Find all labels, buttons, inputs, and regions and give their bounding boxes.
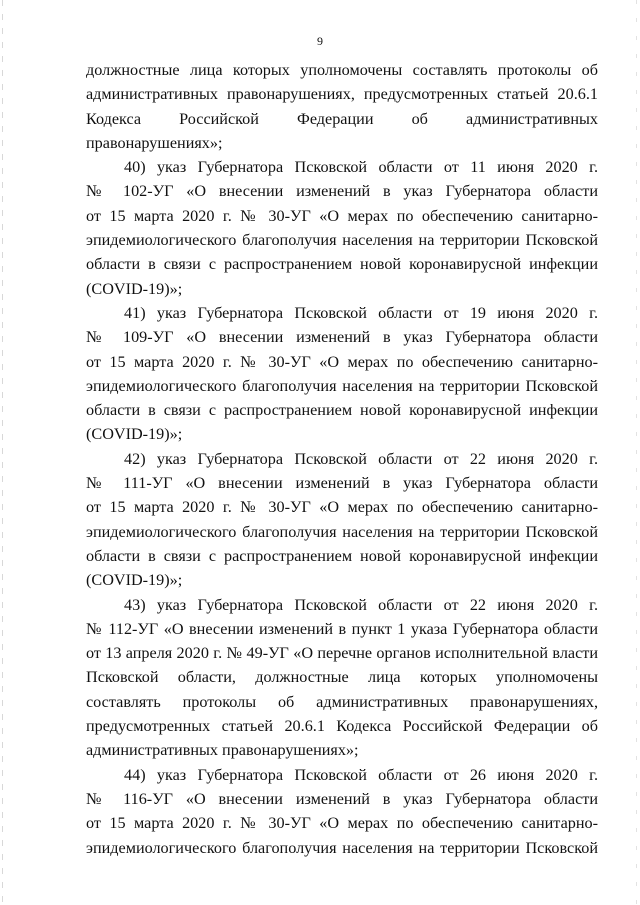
text-line: (COVID-19)»; — [86, 571, 183, 590]
text-line: № 111-УГ «О внесении изменений в указ Губернатора области — [86, 474, 598, 493]
text-line: должностные лица которых уполномочены составлять протоколы об — [86, 61, 598, 79]
text-line: 44) указ Губернатора Псковской области от 26 июня 2020 г. — [124, 765, 598, 784]
text-line: области в связи с распространением новой коронавирусной инфекции — [86, 546, 598, 565]
text-line: от 15 марта 2020 г. № 30-УГ «О мерах по обеспечению санитарно- — [86, 352, 598, 371]
text-line: правонарушениях»; — [86, 133, 223, 152]
text-line: (COVID-19)»; — [86, 279, 183, 298]
text-line: 42) указ Губернатора Псковской области от 22 июня 2020 г. — [124, 449, 598, 468]
text-line: (COVID-19)»; — [86, 425, 183, 444]
text-line: от 15 марта 2020 г. № 30-УГ «О мерах по обеспечению санитарно- — [86, 206, 598, 225]
page-number: 9 — [317, 34, 323, 48]
text-line: Кодекса Российской Федерации об административных — [86, 109, 598, 128]
text-line: № 112-УГ «О внесении изменений в пункт 1 указа Губернатора области — [86, 619, 598, 638]
text-line: от 13 апреля 2020 г. № 49-УГ «О перечне органов исполнительной власти — [86, 644, 598, 663]
text-line: 40) указ Губернатора Псковской области от 11 июня 2020 г. — [124, 158, 598, 177]
text-line: эпидемиологического благополучия населения на территории Псковской — [86, 838, 598, 857]
text-line: № 102-УГ «О внесении изменений в указ Губернатора области — [86, 182, 598, 201]
text-line: эпидемиологического благополучия населения на территории Псковской — [86, 376, 598, 395]
text-line: Псковской области, должностные лица которых уполномочены — [86, 668, 598, 687]
text-line: 43) указ Губернатора Псковской области от 22 июня 2020 г. — [124, 595, 598, 614]
text-line: области в связи с распространением новой коронавирусной инфекции — [86, 255, 598, 274]
text-line: административных правонарушениях»; — [86, 741, 359, 760]
text-line: № 109-УГ «О внесении изменений в указ Губернатора области — [86, 328, 598, 347]
text-line: 41) указ Губернатора Псковской области от 19 июня 2020 г. — [124, 303, 598, 322]
text-line: области в связи с распространением новой коронавирусной инфекции — [86, 401, 598, 420]
text-line: предусмотренных статьей 20.6.1 Кодекса Российской Федерации об — [86, 717, 598, 736]
text-line: от 15 марта 2020 г. № 30-УГ «О мерах по обеспечению санитарно- — [86, 498, 598, 517]
text-line: № 116-УГ «О внесении изменений в указ Губернатора области — [86, 789, 598, 808]
text-line: эпидемиологического благополучия населения на территории Псковской — [86, 522, 598, 541]
scan-edge-right — [636, 0, 637, 905]
text-line: эпидемиологического благополучия населения на территории Псковской — [86, 231, 598, 250]
text-line: административных правонарушениях, предусмотренных статьей 20.6.1 — [86, 85, 598, 104]
text-line: от 15 марта 2020 г. № 30-УГ «О мерах по обеспечению санитарно- — [86, 814, 598, 833]
scan-edge-left — [2, 0, 3, 905]
text-line: составлять протоколы об административных правонарушениях, — [86, 692, 598, 711]
document-body — [86, 58, 598, 860]
